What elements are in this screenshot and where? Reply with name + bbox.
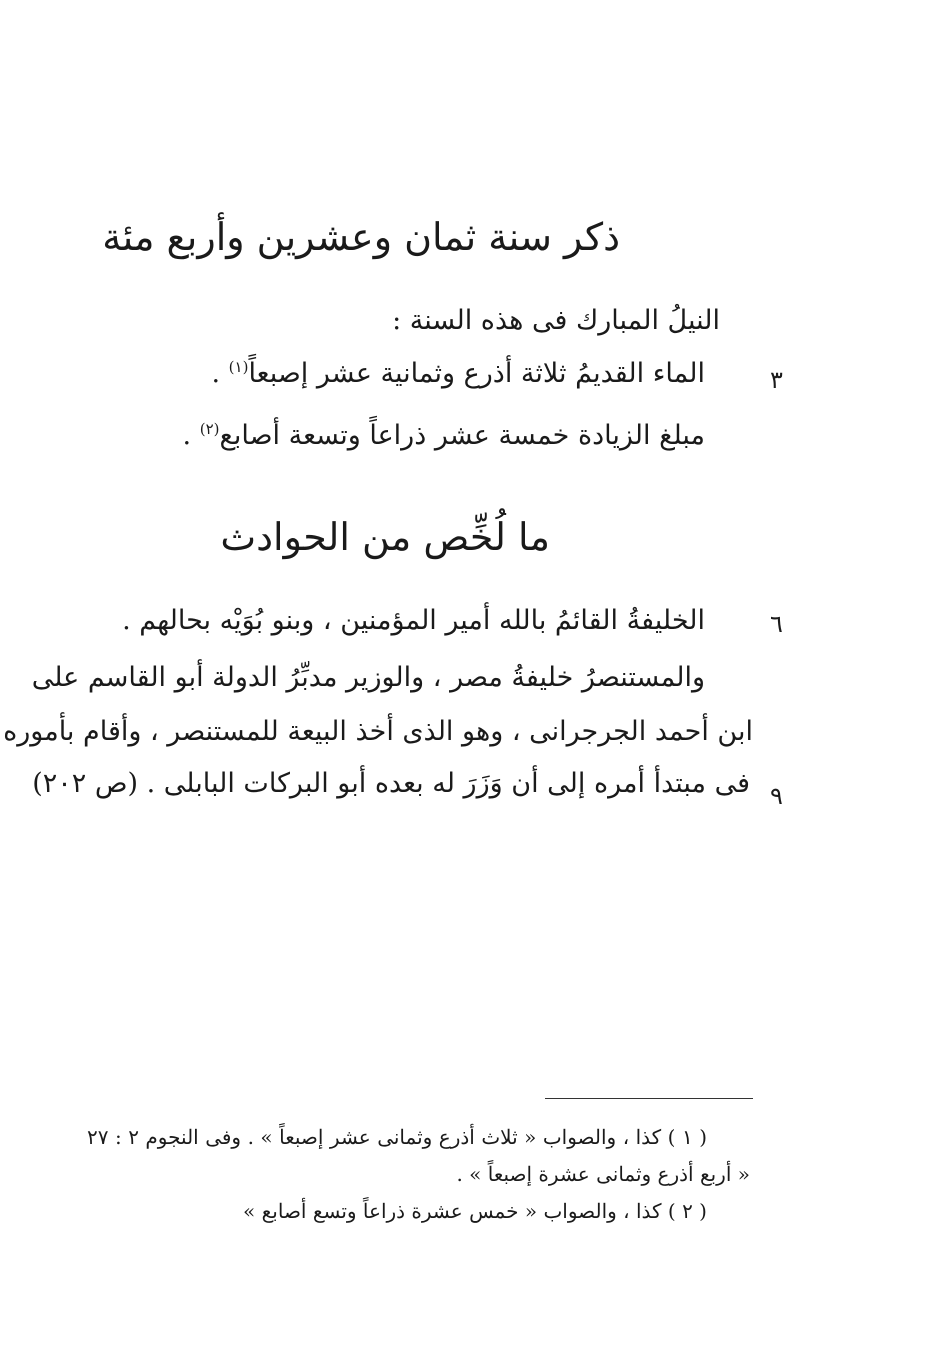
footnote-2: ( ٢ ) كذا ، والصواب « خمس عشرة ذراعاً وتسع أصابع » — [243, 1199, 707, 1223]
section-heading-events: ما لُخِّص من الحوادث — [220, 515, 550, 559]
increase-end: . — [182, 420, 200, 451]
footnote-1: ( ١ ) كذا ، والصواب « ثلاث أذرع وثمانى عشر إصبعاً » . وفى النجوم ٢ : ٢٧ — [87, 1125, 707, 1149]
old-water-text: الماء القديمُ ثلاثة أذرع وثمانية عشر إصبعاً — [248, 358, 705, 389]
event-line-2: والمستنصرُ خليفةُ مصر ، والوزير مدبِّرُ الدولة أبو القاسم على — [31, 662, 705, 693]
line-number-9: ٩ — [770, 782, 783, 810]
line-number-6: ٦ — [770, 610, 783, 638]
increase-line — [183, 420, 705, 451]
event-line-3: ابن أحمد الجرجرانى ، وهو الذى أخذ البيعة للمستنصر ، وأقام بأموره — [3, 716, 753, 747]
event-line-1: الخليفةُ القائمُ بالله أمير المؤمنين ، وبنو بُوَيْه بحالهم . — [122, 605, 705, 636]
footnote-1-continued: « أربع أذرع وثمانى عشرة إصبعاً » . — [456, 1162, 750, 1186]
event-line-4: فى مبتدأ أمره إلى أن وَزَرَ له بعده أبو البركات البابلى . (ص ٢٠٢) — [32, 768, 750, 799]
footnote-ref-2: (٢) — [199, 420, 220, 438]
footnote-ref-1: (١) — [228, 358, 249, 376]
footnote-separator — [545, 1098, 753, 1099]
nile-intro-line: النيلُ المبارك فى هذه السنة : — [392, 305, 720, 336]
increase-text: مبلغ الزيادة خمسة عشر ذراعاً وتسعة أصابع — [219, 420, 705, 451]
old-water-end: . — [211, 358, 229, 389]
line-number-3: ٣ — [770, 366, 783, 394]
section-heading-year: ذكر سنة ثمان وعشرين وأربع مئة — [102, 215, 620, 259]
old-water-line — [212, 358, 706, 389]
